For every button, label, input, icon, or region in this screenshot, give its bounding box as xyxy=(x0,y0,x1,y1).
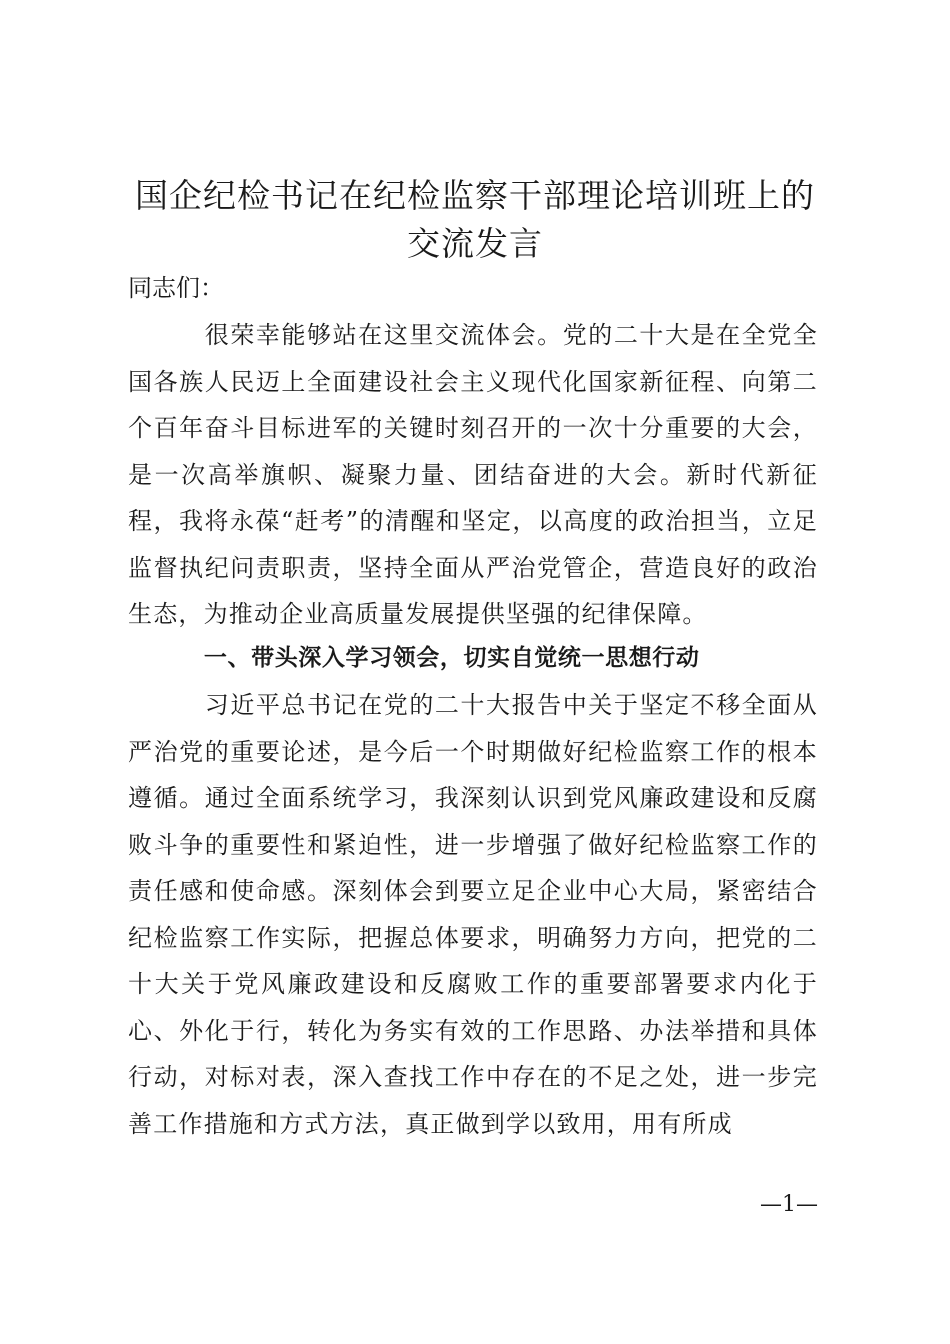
salutation: 同志们： xyxy=(128,274,224,302)
paragraph-section-1: 习近平总书记在党的二十大报告中关于坚定不移全面从严治党的重要论述，是今后一个时期做好纪检监察工作的根本遵循。通过全面系统学习，我深刻认识到党风廉政建设和反腐败斗争的重要性和紧迫性，进一步增强了做好纪检监察工作的责任感和使命感。深刻体会到要立足企业中心大局，紧密结合纪检监察工作实际，把握总体要求，明确努力方向，把党的二十大关于党风廉政建设和反腐败工作的重要部署要求内化于心、外化于行，转化为务实有效的工作思路、办法举措和具体行动，对标对表，深入查找工作中存在的不足之处，进一步完善工作措施和方式方法，真正做到学以致用，用有所成 xyxy=(128,691,818,1138)
page-number: —1— xyxy=(760,1192,818,1217)
section-heading-1: 一、带头深入学习领会，切实自觉统一思想行动 xyxy=(203,645,700,671)
document-title-line2: 交流发言 xyxy=(407,224,543,263)
paragraph-intro: 很荣幸能够站在这里交流体会。党的二十大是在全党全国各族人民迈上全面建设社会主义现代化国家新征程、向第二个百年奋斗目标进军的关键时刻召开的一次十分重要的大会，是一次高举旗帜、凝聚力量、团结奋进的大会。新时代新征程，我将永葆“赶考”的清醒和坚定，以高度的政治担当，立足监督执纪问责职责，坚持全面从严治党管企，营造良好的政治生态，为推动企业高质量发展提供坚强的纪律保障。 xyxy=(128,321,818,628)
document-title-line1: 国企纪检书记在纪检监察干部理论培训班上的 xyxy=(135,176,815,215)
